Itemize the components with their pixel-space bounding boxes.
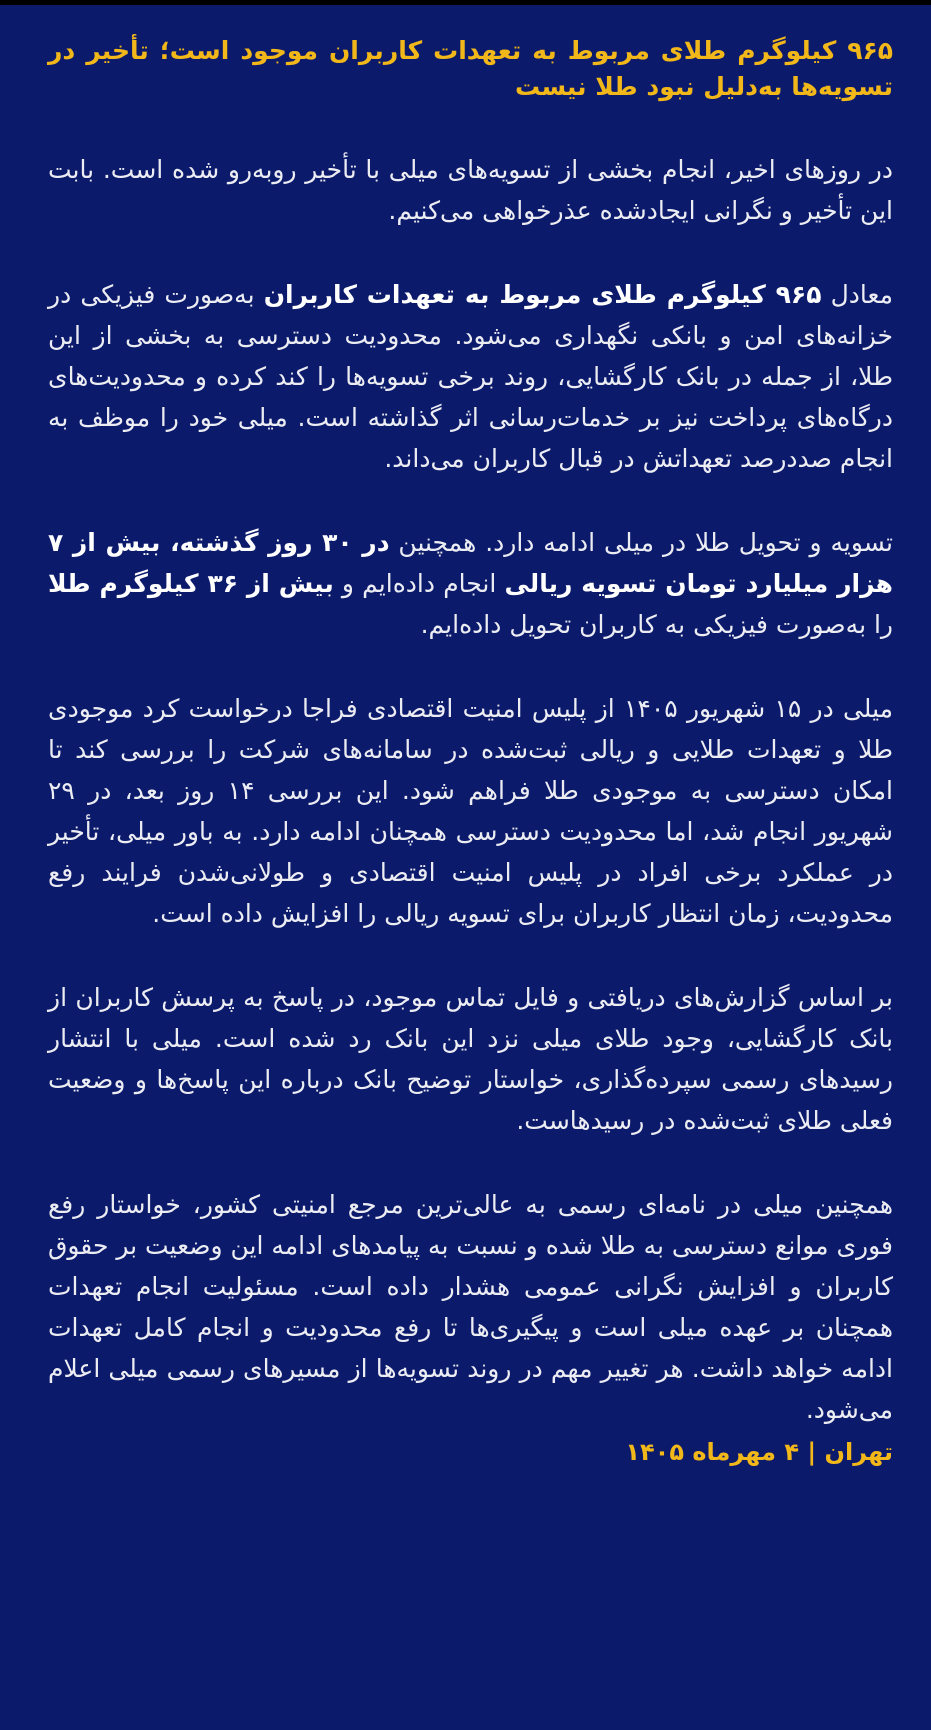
headline: ۹۶۵ کیلوگرم طلای مربوط به تعهدات کاربران موجود است؛ تأخیر در تسویه‌ها به‌دلیل نبود طلا نیست — [48, 36, 893, 101]
paragraph-settlement-stats — [48, 522, 893, 645]
paragraph-text: معادل — [821, 280, 893, 309]
paragraph-text: به‌صورت فیزیکی در خزانه‌های امن و بانکی نگهداری می‌شود. محدودیت دسترسی به بخشی از این طلا، از جمله در بانک کارگشایی، روند برخی تسویه‌ها را کند کرده و محدودیت‌های درگاه‌های پرداخت نیز بر خدمات‌رسانی اثر گذاشته است. میلی خود را موظف به انجام صددرصد تعهداتش در قبال کاربران می‌داند. — [48, 280, 893, 473]
paragraph-bank-response: بر اساس گزارش‌های دریافتی و فایل تماس موجود، در پاسخ به پرسش کاربران از بانک کارگشایی، وجود طلای میلی نزد این بانک رد شده است. میلی با انتشار رسیدهای رسمی سپرده‌گذاری، خواستار توضیح بانک درباره این پاسخ‌ها و وضعیت فعلی طلای ثبت‌شده در رسیدهاست. — [48, 983, 893, 1135]
paragraph-text: را به‌صورت فیزیکی به کاربران تحویل داده‌ایم. — [420, 610, 893, 639]
dateline: تهران | ۴ مهرماه ۱۴۰۵ — [625, 1438, 893, 1466]
highlight-rial-settlement: در ۳۰ روز گذشته، بیش از ۷ هزار میلیارد تومان تسویه ریالی — [48, 528, 893, 598]
paragraph-official-letter: همچنین میلی در نامه‌ای رسمی به عالی‌ترین مرجع امنیتی کشور، خواستار رفع فوری موانع دسترسی به طلا شده و نسبت به پیامدهای ادامه این وضعیت بر حقوق کاربران و افزایش نگرانی عمومی هشدار داده است. مسئولیت انجام تعهدات همچنان بر عهده میلی است و پیگیری‌ها تا رفع محدودیت و انجام کامل تعهدات ادامه خواهد داشت. هر تغییر مهم در روند تسویه‌ها از مسیرهای رسمی میلی اعلام می‌شود. — [48, 1190, 893, 1424]
paragraph-police-review: میلی در ۱۵ شهریور ۱۴۰۵ از پلیس امنیت اقتصادی فراجا درخواست کرد موجودی طلا و تعهدات طلایی و ریالی ثبت‌شده در سامانه‌های شرکت را بررسی کند تا امکان دسترسی به موجودی طلا فراهم شود. این بررسی ۱۴ روز بعد، در ۲۹ شهریور انجام شد، اما محدودیت دسترسی همچنان ادامه دارد. به باور میلی، تأخیر در عملکرد برخی افراد در پلیس امنیت اقتصادی و طولانی‌شدن فرایند رفع محدودیت، زمان انتظار کاربران برای تسویه ریالی را افزایش داده است. — [48, 694, 893, 928]
highlight-gold-amount: ۹۶۵ کیلوگرم طلای مربوط به تعهدات کاربران — [263, 280, 822, 309]
paragraph-apology: در روزهای اخیر، انجام بخشی از تسویه‌های میلی با تأخیر روبه‌رو شده است. بابت این تأخیر و نگرانی ایجادشده عذرخواهی می‌کنیم. — [48, 155, 893, 225]
paragraph-gold-reserve — [48, 274, 893, 479]
paragraph-text: انجام داده‌ایم و — [333, 569, 505, 598]
highlight-gold-delivered: بیش از ۳۶ کیلوگرم طلا — [48, 569, 334, 598]
paragraph-text: تسویه و تحویل طلا در میلی ادامه دارد. همچنین — [389, 528, 894, 557]
statement-content — [48, 33, 893, 1470]
